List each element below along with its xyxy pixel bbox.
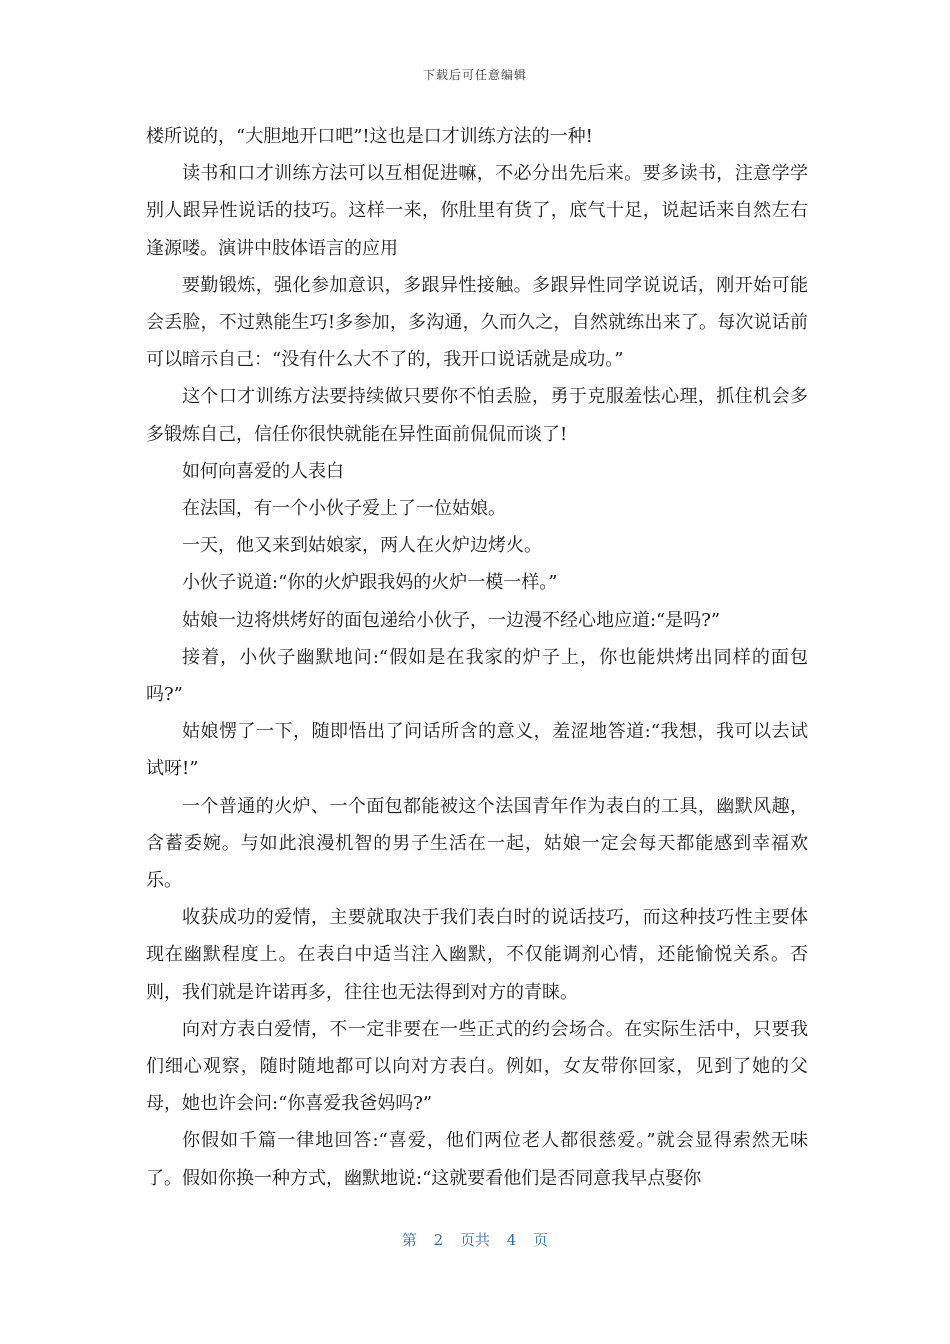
paragraph: 姑娘一边将烘烤好的面包递给小伙子，一边漫不经心地应道:“是吗?” [182,609,721,631]
paragraph: 楼所说的，“大胆地开口吧”!这也是口才训练方法的一种! [146,126,593,147]
footer-middle: 页共 [459,1231,490,1249]
paragraph: 在法国，有一个小伙子爱上了一位姑娘。 [182,498,506,520]
section-heading: 如何向喜爱的人表白 [182,460,344,482]
total-pages-number: 4 [506,1231,517,1249]
paragraph: 一天，他又来到姑娘家，两人在火炉边烤火。 [182,535,542,557]
footer-suffix: 页 [533,1231,549,1249]
page-footer [0,1229,950,1250]
paragraph: 小伙子说道:“你的火炉跟我妈的火炉一模一样。” [182,572,558,594]
document-body [146,118,808,1197]
footer-prefix: 第 [401,1231,417,1249]
paragraph: 读书和口才训练方法可以互相促进嘛，不必分出先后来。要多读书，注意学学别人跟异性说话的技巧。这样一来，你肚里有货了，底气十足，说起话来自然左右逢源喽。演讲中肢体语言的应用 [146,163,808,259]
paragraph: 你假如千篇一律地回答:“喜爱，他们两位老人都很慈爱。”就会显得索然无味了。假如你换一种方式，幽默地说:“这就要看他们是否同意我早点娶你 [146,1130,808,1189]
paragraph: 接着，小伙子幽默地问:“假如是在我家的炉子上，你也能烘烤出同样的面包吗?” [146,646,808,706]
paragraph: 收获成功的爱情，主要就取决于我们表白时的说话技巧，而这种技巧性主要体现在幽默程度上。在表白中适当注入幽默，不仅能调剂心情，还能愉悦关系。否则，我们就是许诺再多，往往也无法得到对方的青睐。 [146,907,808,1003]
paragraph: 要勤锻炼，强化参加意识，多跟异性接触。多跟异性同学说说话，刚开始可能会丢脸，不过熟能生巧!多参加，多沟通，久而久之，自然就练出来了。每次说话前可以暗示自己：“没有什么大不了的，我开口说话就是成功。” [146,274,808,371]
page-header: 下载后可任意编辑 [422,68,527,82]
paragraph: 一个普通的火炉、一个面包都能被这个法国青年作为表白的工具，幽默风趣，含蓄委婉。与如此浪漫机智的男子生活在一起，姑娘一定会每天都能感到幸福欢乐。 [146,795,808,892]
current-page-number: 2 [433,1231,444,1249]
paragraph: 向对方表白爱情，不一定非要在一些正式的约会场合。在实际生活中，只要我们细心观察，随时随地都可以向对方表白。例如，女友带你回家，见到了她的父母，她也许会问:“你喜爱我爸妈吗?” [146,1018,808,1115]
paragraph: 这个口才训练方法要持续做只要你不怕丢脸，勇于克服羞怯心理，抓住机会多多锻炼自己，信任你很快就能在异性面前侃侃而谈了! [146,386,808,445]
paragraph: 姑娘愣了一下，随即悟出了问话所含的意义，羞涩地答道:“我想，我可以去试试呀!” [146,721,808,780]
